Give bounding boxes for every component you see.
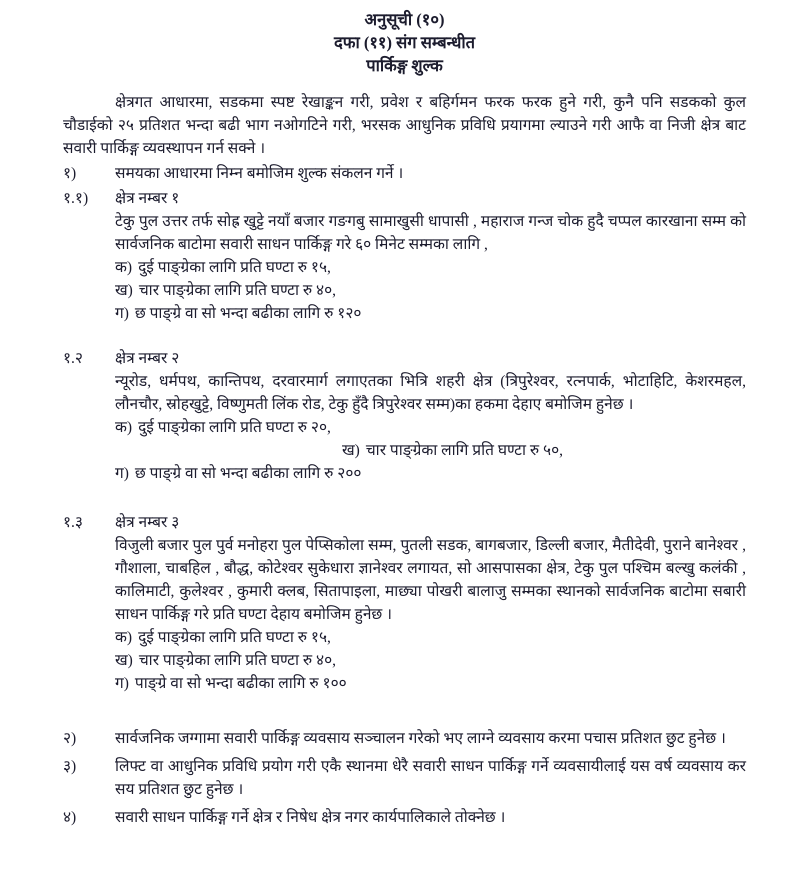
document-heading <box>63 8 746 77</box>
zone-2-title: क्षेत्र नम्बर २ <box>115 350 180 367</box>
clause-2-text: सार्वजनिक जग्गामा सवारी पार्किङ्ग व्यवसाय सञ्चालन गरेको भए लाग्ने व्यवसाय करमा पचास प्रतिशत छुट हुनेछ । <box>115 730 726 747</box>
fee-label-kha: ख) <box>342 442 360 459</box>
fee-label-ga: ग) <box>115 675 129 692</box>
fee-text: छ पाङ्ग्रे वा सो भन्दा बढीका लागि रु २०० <box>134 465 362 482</box>
fee-text: चार पाङ्ग्रेका लागि प्रति घण्टा रु ४०, <box>138 652 337 669</box>
zone-3-fee-six-wheeler <box>115 672 746 695</box>
fee-label-kha: ख) <box>115 282 133 299</box>
heading-title-line: पार्किङ्ग शुल्क <box>366 56 443 75</box>
fee-text: दुई पाङ्ग्रेका लागि प्रति घण्टा रु १५, <box>138 259 331 276</box>
zone-3-fee-four-wheeler <box>115 649 746 672</box>
clause-4-text: सवारी साधन पार्किङ्ग गर्ने क्षेत्र र निषेध क्षेत्र नगर कार्यपालिकाले तोक्नेछ । <box>115 809 506 826</box>
zone-2-heading <box>63 347 746 370</box>
clause-1-text: समयका आधारमा निम्न बमोजिम शुल्क संकलन गर्ने । <box>115 165 404 182</box>
zone-2-fee-six-wheeler <box>115 462 746 485</box>
zone-1-section <box>63 187 746 325</box>
fee-label-ga: ग) <box>115 465 129 482</box>
fee-text: चार पाङ्ग्रेका लागि प्रति घण्टा रु ५०, <box>365 442 564 459</box>
zone-1-title: क्षेत्र नम्बर १ <box>115 190 180 207</box>
fee-label-ga: ग) <box>115 305 129 322</box>
zone-3-number: १.३ <box>63 514 83 531</box>
fee-label-kha: ख) <box>115 652 133 669</box>
zone-1-heading <box>63 187 746 210</box>
clause-3 <box>63 755 746 801</box>
zone-3-heading <box>63 511 746 534</box>
heading-schedule-line: अनुसूची (१०) <box>364 10 445 29</box>
fee-label-ka: क) <box>115 629 133 646</box>
zone-2-description: न्यूरोड, धर्मपथ, कान्तिपथ, दरवारमार्ग लगाएतका भित्रि शहरी क्षेत्र (त्रिपुरेश्वर, रत्नपार्क, भोटाहिटि, केशरमहल, लौनचौर, स्रोहखुट्टे, विष्णुमती लिंक रोड, टेकु हुँदै त्रिपुरेश्वर सम्म)का हकमा देहाए बमोजिम हुनेछ । <box>115 373 746 413</box>
clause-4-number: ४) <box>63 809 77 826</box>
clause-1 <box>63 162 746 185</box>
clause-1-number: १) <box>63 165 77 182</box>
fee-text: दुई पाङ्ग्रेका लागि प्रति घण्टा रु २०, <box>138 419 331 436</box>
clause-3-text: लिफ्ट वा आधुनिक प्रविधि प्रयोग गरी एकै स्थानमा धेरै सवारी साधन पार्किङ्ग गर्ने व्यवसायीलाई यस वर्ष व्यवसाय कर सय प्रतिशत छुट हुनेछ । <box>115 758 746 798</box>
fee-text: पाङ्ग्रे वा सो भन्दा बढीका लागि रु १०० <box>134 675 347 692</box>
zone-3-description: विजुली बजार पुल पुर्व मनोहरा पुल पेप्सिकोला सम्म, पुतली सडक, बागबजार, डिल्ली बजार, मैतीदेवी, पुराने बानेश्वर , गौशाला, चाबहिल , बौद्ध, कोटेश्वर सुकेधारा ज्ञानेश्वर लगायत, सो आसपासका क्षेत्र, टेकु पुल पश्चिम बल्खु कलंकी , कालिमाटी, कुलेश्वर , कुमारी क्लब, सितापाइला, माछ्या पोखरी बालाजु सम्मका स्थानको सार्वजनिक बाटोमा सबारी साधन पार्किङ्ग गरे प्रति घण्टा देहाय बमोजिम हुनेछ । <box>115 537 746 623</box>
zone-1-number: १.१) <box>63 190 89 207</box>
zone-2-section <box>63 347 746 485</box>
zone-3-section <box>63 511 746 695</box>
clause-3-number: ३) <box>63 758 77 775</box>
clause-2 <box>63 727 746 750</box>
intro-paragraph: क्षेत्रगत आधारमा, सडकमा स्पष्ट रेखाङ्कन गरी, प्रवेश र बहिर्गमन फरक फरक हुने गरी, कुनै पनि सडकको कुल चौडाईको २५ प्रतिशत भन्दा बढी भाग नओगटिने गरी, भरसक आधुनिक प्रविधि प्रयागमा ल्याउने गरी आफै वा निजी क्षेत्र बाट सवारी पार्किङ्ग व्यवस्थापन गर्न सक्ने । <box>63 94 746 157</box>
zone-1-fee-four-wheeler <box>115 279 746 302</box>
zone-1-fee-six-wheeler <box>115 302 746 325</box>
fee-label-ka: क) <box>115 259 133 276</box>
zone-2-fee-two-wheeler <box>115 416 746 439</box>
zone-3-fee-two-wheeler <box>115 626 746 649</box>
fee-text: छ पाङ्ग्रे वा सो भन्दा बढीका लागि रु १२० <box>134 305 362 322</box>
heading-section-line: दफा (११) संग सम्बन्धीत <box>333 33 476 52</box>
zone-1-fee-two-wheeler <box>115 256 746 279</box>
fee-text: दुई पाङ्ग्रेका लागि प्रति घण्टा रु १५, <box>138 629 331 646</box>
clause-2-number: २) <box>63 730 77 747</box>
fee-text: चार पाङ्ग्रेका लागि प्रति घण्टा रु ४०, <box>138 282 337 299</box>
zone-1-description: टेकु पुल उत्तर तर्फ सोह्र खुट्टे नयाँ बजार गङगबु सामाखुसी धापासी , महाराज गन्ज चोक हुदै चप्पल कारखाना सम्म को सार्वजनिक बाटोमा सवारी साधन पार्किङ्ग गरे ६० मिनेट सम्मका लागि , <box>115 213 746 253</box>
zone-2-number: १.२ <box>63 350 83 367</box>
zone-3-title: क्षेत्र नम्बर ३ <box>115 514 180 531</box>
zone-2-fee-four-wheeler <box>342 439 746 462</box>
closing-clauses <box>63 727 746 829</box>
clause-4 <box>63 806 746 829</box>
fee-label-ka: क) <box>115 419 133 436</box>
